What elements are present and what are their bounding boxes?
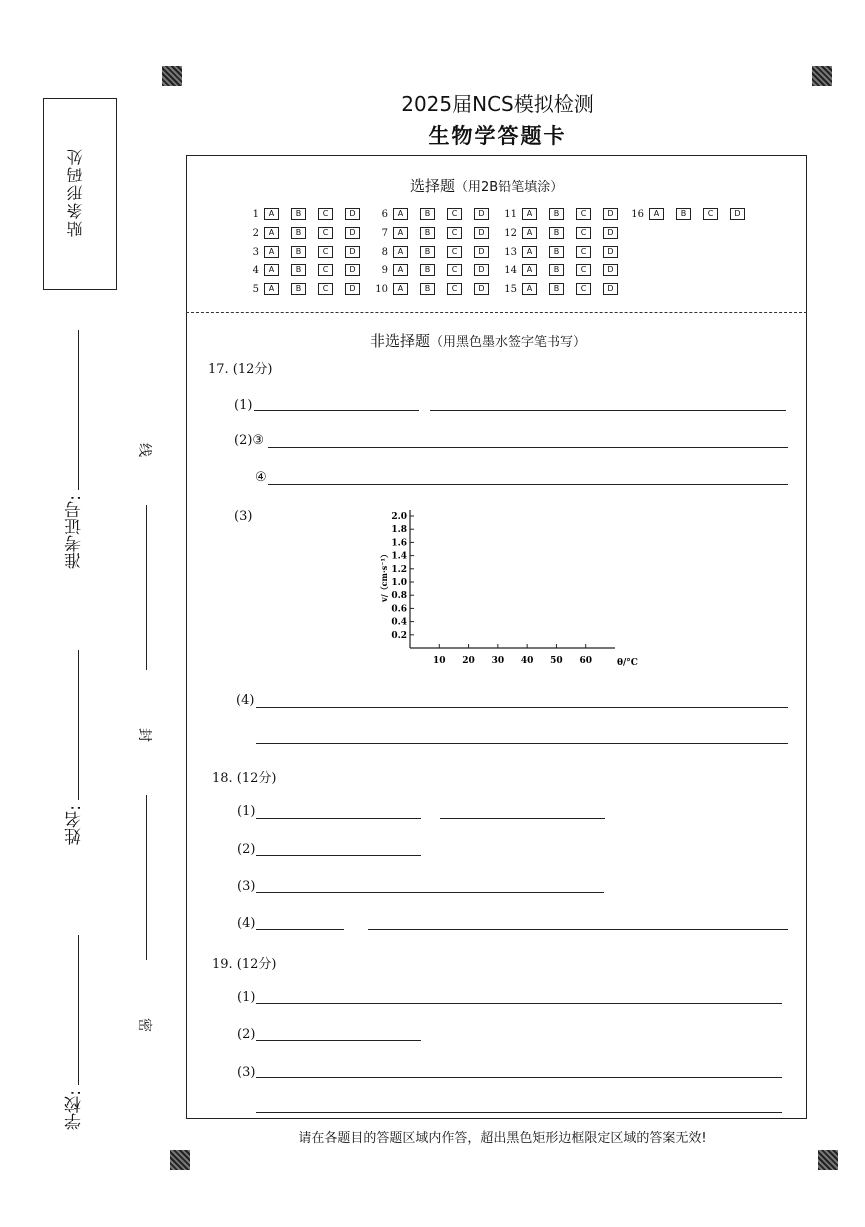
- mc-question-number: 1: [252, 208, 259, 220]
- q18-part3-label: (3): [237, 879, 256, 894]
- mc-option-16-C[interactable]: C: [703, 208, 718, 220]
- name-label: 姓名:: [65, 805, 85, 845]
- y-tick-label: 0.6: [391, 604, 407, 615]
- mc-option-13-B[interactable]: B: [549, 246, 564, 258]
- mc-question-number: 16: [631, 208, 644, 220]
- mc-option-7-C[interactable]: C: [447, 227, 462, 239]
- page-subtitle: 生物学答题卡: [428, 124, 567, 148]
- mc-question-number: 6: [381, 208, 388, 220]
- mc-option-13-A[interactable]: A: [522, 246, 537, 258]
- x-tick-label: 60: [579, 656, 592, 666]
- mc-option-15-B[interactable]: B: [549, 283, 564, 295]
- x-tick-label: 50: [550, 656, 563, 666]
- school-line: [78, 935, 79, 1085]
- mc-option-1-A[interactable]: A: [264, 208, 279, 220]
- q19-part3-line-b[interactable]: [256, 1112, 782, 1113]
- mc-option-16-D[interactable]: D: [730, 208, 745, 220]
- y-tick-label: 0.4: [391, 617, 407, 628]
- q18-part4-label: (4): [237, 916, 256, 931]
- mc-question-5: [245, 283, 372, 295]
- mc-option-6-D[interactable]: D: [474, 208, 489, 220]
- q19-part2-line[interactable]: [256, 1040, 421, 1041]
- q18-part4-line-b[interactable]: [368, 929, 788, 930]
- mc-option-11-D[interactable]: D: [603, 208, 618, 220]
- mc-option-8-C[interactable]: C: [447, 246, 462, 258]
- mc-option-1-D[interactable]: D: [345, 208, 360, 220]
- q17-part3-label: (3): [234, 509, 253, 524]
- q17-part2b-label: ④: [255, 470, 267, 485]
- mc-question-8: [374, 246, 501, 258]
- corner-marker-bottom-right: [818, 1150, 838, 1170]
- mc-question-12: [503, 227, 630, 239]
- q17-part1-line-a[interactable]: [254, 410, 419, 411]
- mc-option-13-C[interactable]: C: [576, 246, 591, 258]
- y-tick-label: 1.0: [391, 578, 407, 588]
- school-label: 学校:: [65, 1090, 85, 1130]
- q17-part4-line-a[interactable]: [256, 707, 788, 708]
- mc-option-7-A[interactable]: A: [393, 227, 408, 239]
- y-tick-label: 2.0: [391, 512, 407, 522]
- mc-option-8-D[interactable]: D: [474, 246, 489, 258]
- mc-question-number: 12: [504, 227, 517, 239]
- mc-option-3-B[interactable]: B: [291, 246, 306, 258]
- q18-part1-label: (1): [237, 804, 256, 819]
- nc-section-title: 非选择题（用黑色墨水签字笔书写）: [370, 332, 587, 350]
- mc-question-number: 15: [504, 283, 517, 295]
- corner-marker-top-right: [812, 66, 832, 86]
- q17-part4-label: (4): [236, 693, 255, 708]
- mc-question-number: 2: [252, 227, 259, 239]
- q18-part1-line-a[interactable]: [256, 818, 421, 819]
- q18-part1-line-b[interactable]: [440, 818, 605, 819]
- mc-question-1: [245, 208, 372, 220]
- mc-option-9-B[interactable]: B: [420, 264, 435, 276]
- q18-heading: 18. (12分): [212, 771, 277, 786]
- mc-question-2: [245, 227, 372, 239]
- seal-char-mi: 密: [136, 1018, 152, 1032]
- mc-option-2-A[interactable]: A: [264, 227, 279, 239]
- mc-option-11-A[interactable]: A: [522, 208, 537, 220]
- q17-part1-line-b[interactable]: [430, 410, 786, 411]
- corner-marker-bottom-left: [170, 1150, 190, 1170]
- mc-option-5-D[interactable]: D: [345, 283, 360, 295]
- mc-question-number: 9: [381, 264, 388, 276]
- mc-option-3-C[interactable]: C: [318, 246, 333, 258]
- mc-option-6-C[interactable]: C: [447, 208, 462, 220]
- mc-option-6-A[interactable]: A: [393, 208, 408, 220]
- mc-option-8-A[interactable]: A: [393, 246, 408, 258]
- mc-option-10-D[interactable]: D: [474, 283, 489, 295]
- mc-option-2-D[interactable]: D: [345, 227, 360, 239]
- mc-question-number: 8: [381, 246, 388, 258]
- y-tick-label: 0.2: [391, 630, 407, 641]
- mc-question-15: [503, 283, 630, 295]
- mc-question-number: 5: [252, 283, 259, 295]
- mc-question-number: 14: [504, 264, 517, 276]
- mc-question-16: [630, 208, 757, 220]
- y-tick-label: 1.6: [391, 538, 407, 549]
- x-tick-label: 20: [462, 656, 475, 666]
- mc-option-7-D[interactable]: D: [474, 227, 489, 239]
- seal-char-feng: 封: [136, 728, 152, 742]
- mc-option-10-A[interactable]: A: [393, 283, 408, 295]
- exam-id-label: 准考证号:: [65, 495, 85, 569]
- mc-option-5-C[interactable]: C: [318, 283, 333, 295]
- q18-part2-label: (2): [237, 842, 256, 857]
- seal-line-2: [146, 795, 147, 960]
- x-tick-label: 30: [491, 656, 505, 666]
- mc-option-14-C[interactable]: C: [576, 264, 591, 276]
- mc-question-number: 10: [375, 283, 388, 295]
- seal-char-xian: 线: [136, 443, 152, 457]
- q19-part2-label: (2): [237, 1027, 256, 1042]
- y-tick-label: 1.4: [391, 551, 407, 562]
- exam-id-line: [78, 330, 79, 490]
- q18-part2-line[interactable]: [256, 855, 421, 856]
- mc-option-12-C[interactable]: C: [576, 227, 591, 239]
- mc-option-3-D[interactable]: D: [345, 246, 360, 258]
- mc-question-11: [503, 208, 630, 220]
- y-axis-label: v/（cm·s⁻¹）: [379, 550, 389, 602]
- barcode-label: 贴条形码处: [66, 147, 85, 237]
- mc-question-number: 4: [252, 264, 259, 276]
- q17-part1-label: (1): [234, 398, 253, 413]
- mc-option-15-A[interactable]: A: [522, 283, 537, 295]
- mc-option-1-B[interactable]: B: [291, 208, 306, 220]
- mc-question-number: 7: [381, 227, 388, 239]
- mc-question-number: 13: [504, 246, 517, 258]
- mc-question-6: [374, 208, 501, 220]
- mc-option-12-A[interactable]: A: [522, 227, 537, 239]
- mc-question-number: 11: [504, 208, 517, 220]
- seal-line-1: [146, 505, 147, 670]
- mc-option-7-B[interactable]: B: [420, 227, 435, 239]
- mc-option-3-A[interactable]: A: [264, 246, 279, 258]
- mc-question-7: [374, 227, 501, 239]
- x-tick-label: 10: [433, 656, 446, 666]
- mc-option-14-A[interactable]: A: [522, 264, 537, 276]
- mc-option-1-C[interactable]: C: [318, 208, 333, 220]
- mc-option-5-B[interactable]: B: [291, 283, 306, 295]
- mc-option-10-C[interactable]: C: [447, 283, 462, 295]
- mc-option-4-D[interactable]: D: [345, 264, 360, 276]
- mc-option-15-C[interactable]: C: [576, 283, 591, 295]
- y-tick-label: 0.8: [391, 591, 407, 602]
- x-axis-label: θ/°C: [617, 658, 638, 668]
- mc-option-9-C[interactable]: C: [447, 264, 462, 276]
- corner-marker-top-left: [162, 66, 182, 86]
- mc-question-13: [503, 246, 630, 258]
- mc-option-6-B[interactable]: B: [420, 208, 435, 220]
- mc-option-12-B[interactable]: B: [549, 227, 564, 239]
- mc-option-2-C[interactable]: C: [318, 227, 333, 239]
- q19-part3-label: (3): [237, 1065, 256, 1080]
- q19-heading: 19. (12分): [212, 957, 277, 972]
- mc-question-number: 3: [252, 246, 259, 258]
- mc-option-11-B[interactable]: B: [549, 208, 564, 220]
- mc-question-4: [245, 264, 372, 276]
- x-tick-label: 40: [520, 656, 534, 666]
- mc-option-16-A[interactable]: A: [649, 208, 664, 220]
- y-tick-label: 1.8: [391, 525, 407, 536]
- page-title: 2025届NCS模拟检测: [401, 92, 594, 116]
- q17-heading: 17. (12分): [208, 362, 273, 377]
- name-line: [78, 650, 79, 800]
- mc-question-14: [503, 264, 630, 276]
- footer-notice: 请在各题目的答题区域内作答，超出黑色矩形边框限定区域的答案无效!: [298, 1131, 707, 1146]
- mc-option-14-D[interactable]: D: [603, 264, 618, 276]
- mc-option-5-A[interactable]: A: [264, 283, 279, 295]
- barcode-area: [43, 98, 117, 290]
- mc-option-15-D[interactable]: D: [603, 283, 618, 295]
- section-divider: [186, 312, 807, 313]
- mc-option-9-A[interactable]: A: [393, 264, 408, 276]
- mc-option-4-B[interactable]: B: [291, 264, 306, 276]
- mc-option-14-B[interactable]: B: [549, 264, 564, 276]
- mc-option-10-B[interactable]: B: [420, 283, 435, 295]
- mc-question-10: [374, 283, 501, 295]
- q19-part1-label: (1): [237, 990, 256, 1005]
- q18-part4-line-a[interactable]: [256, 929, 344, 930]
- mc-option-4-A[interactable]: A: [264, 264, 279, 276]
- q17-part2-label: (2)③: [234, 433, 265, 448]
- q17-part2-line-a[interactable]: [268, 447, 788, 448]
- velocity-temperature-chart[interactable]: [378, 505, 638, 680]
- mc-option-16-B[interactable]: B: [676, 208, 691, 220]
- q19-part1-line[interactable]: [256, 1003, 782, 1004]
- q17-part4-line-b[interactable]: [256, 743, 788, 744]
- mc-option-13-D[interactable]: D: [603, 246, 618, 258]
- mc-section-title: 选择题（用2B铅笔填涂）: [410, 177, 564, 195]
- q19-part3-line-a[interactable]: [256, 1077, 782, 1078]
- mc-question-3: [245, 246, 372, 258]
- mc-option-11-C[interactable]: C: [576, 208, 591, 220]
- mc-option-12-D[interactable]: D: [603, 227, 618, 239]
- mc-question-9: [374, 264, 501, 276]
- q17-part2-line-b[interactable]: [268, 484, 788, 485]
- mc-option-4-C[interactable]: C: [318, 264, 333, 276]
- mc-option-9-D[interactable]: D: [474, 264, 489, 276]
- mc-option-2-B[interactable]: B: [291, 227, 306, 239]
- mc-option-8-B[interactable]: B: [420, 246, 435, 258]
- q18-part3-line[interactable]: [256, 892, 604, 893]
- y-tick-label: 1.2: [391, 564, 407, 575]
